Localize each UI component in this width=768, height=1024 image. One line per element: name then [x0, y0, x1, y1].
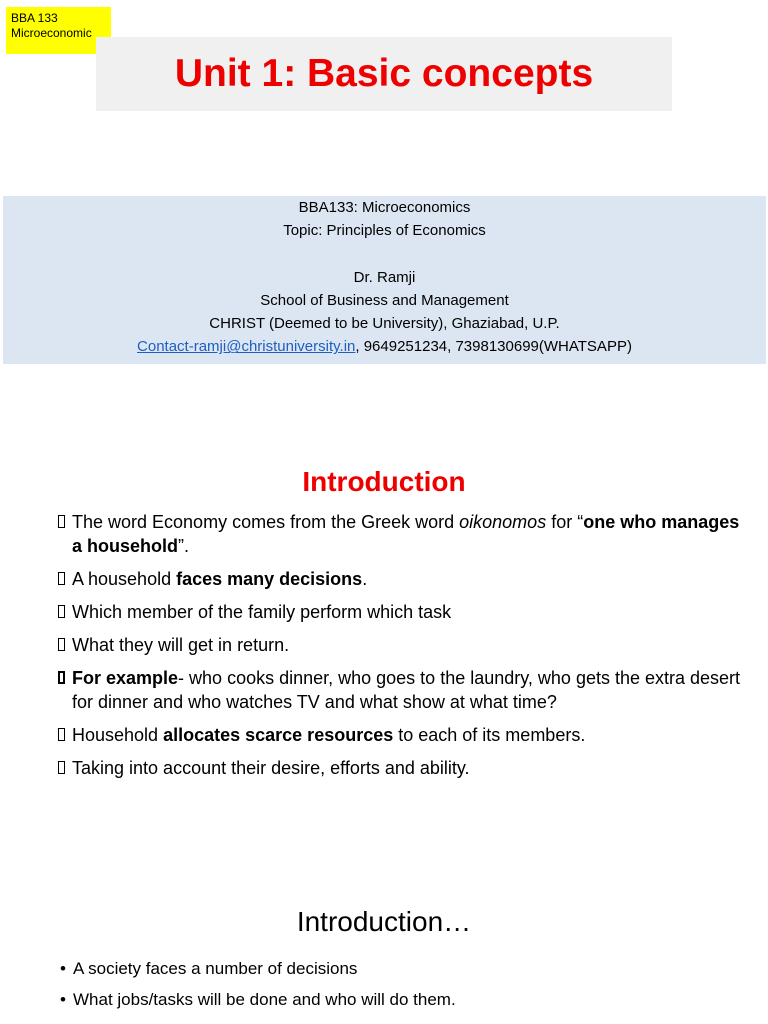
- course-tag-line2: Microeconomic: [11, 26, 92, 40]
- topic-line: Topic: Principles of Economics: [283, 222, 486, 240]
- bullet-box-icon: [58, 638, 65, 651]
- bullet-box-icon: [58, 515, 65, 528]
- course-name: BBA133: Microeconomics: [298, 199, 471, 216]
- contact-line: [3, 335, 766, 358]
- spacer: [3, 243, 766, 266]
- introduction-continued-heading: Introduction…: [296, 906, 472, 937]
- contact-email-link[interactable]: Contact-ramji@christuniversity.in: [137, 338, 356, 356]
- bullet-dot-icon: •: [60, 990, 66, 1009]
- bullet-box-icon: [58, 761, 65, 774]
- list-item: Taking into account their desire, efforts and ability.: [58, 756, 748, 780]
- university-name: CHRIST (Deemed to be University), Ghaziabad, U.P.: [209, 315, 560, 333]
- bullet-box-icon: [58, 572, 65, 585]
- introduction-bullets: [58, 510, 748, 789]
- bullet-box-icon: [58, 605, 65, 618]
- list-item: Household allocates scarce resources to each of its members.: [58, 723, 748, 747]
- list-item: Which member of the family perform which task: [58, 600, 748, 624]
- bullet-box-icon: [58, 671, 65, 684]
- list-item: • A society faces a number of decisions: [60, 957, 750, 981]
- bullet-box-icon: [58, 728, 65, 741]
- school-name: School of Business and Management: [260, 291, 509, 309]
- title-band: [96, 37, 672, 111]
- course-info-box: [3, 196, 766, 364]
- list-item: • What jobs/tasks will be done and who will do them.: [60, 988, 750, 1012]
- instructor-name: Dr. Ramji: [353, 268, 416, 286]
- course-tag-line1: BBA 133: [11, 11, 58, 25]
- page-title: Unit 1: Basic concepts: [174, 52, 594, 95]
- list-item: The word Economy comes from the Greek word oikonomos for “one who manages a household”.: [58, 510, 748, 558]
- bullet-dot-icon: •: [60, 959, 66, 978]
- introduction-heading: Introduction: [302, 466, 466, 497]
- list-item: A household faces many decisions.: [58, 567, 748, 591]
- introduction-continued-bullets: [60, 957, 750, 1019]
- contact-phones: , 9649251234, 7398130699(WHATSAPP): [355, 338, 632, 356]
- list-item: For example- who cooks dinner, who goes to the laundry, who gets the extra desert for dinner and who watches TV and what show at what time?: [58, 666, 748, 714]
- list-item: What they will get in return.: [58, 633, 748, 657]
